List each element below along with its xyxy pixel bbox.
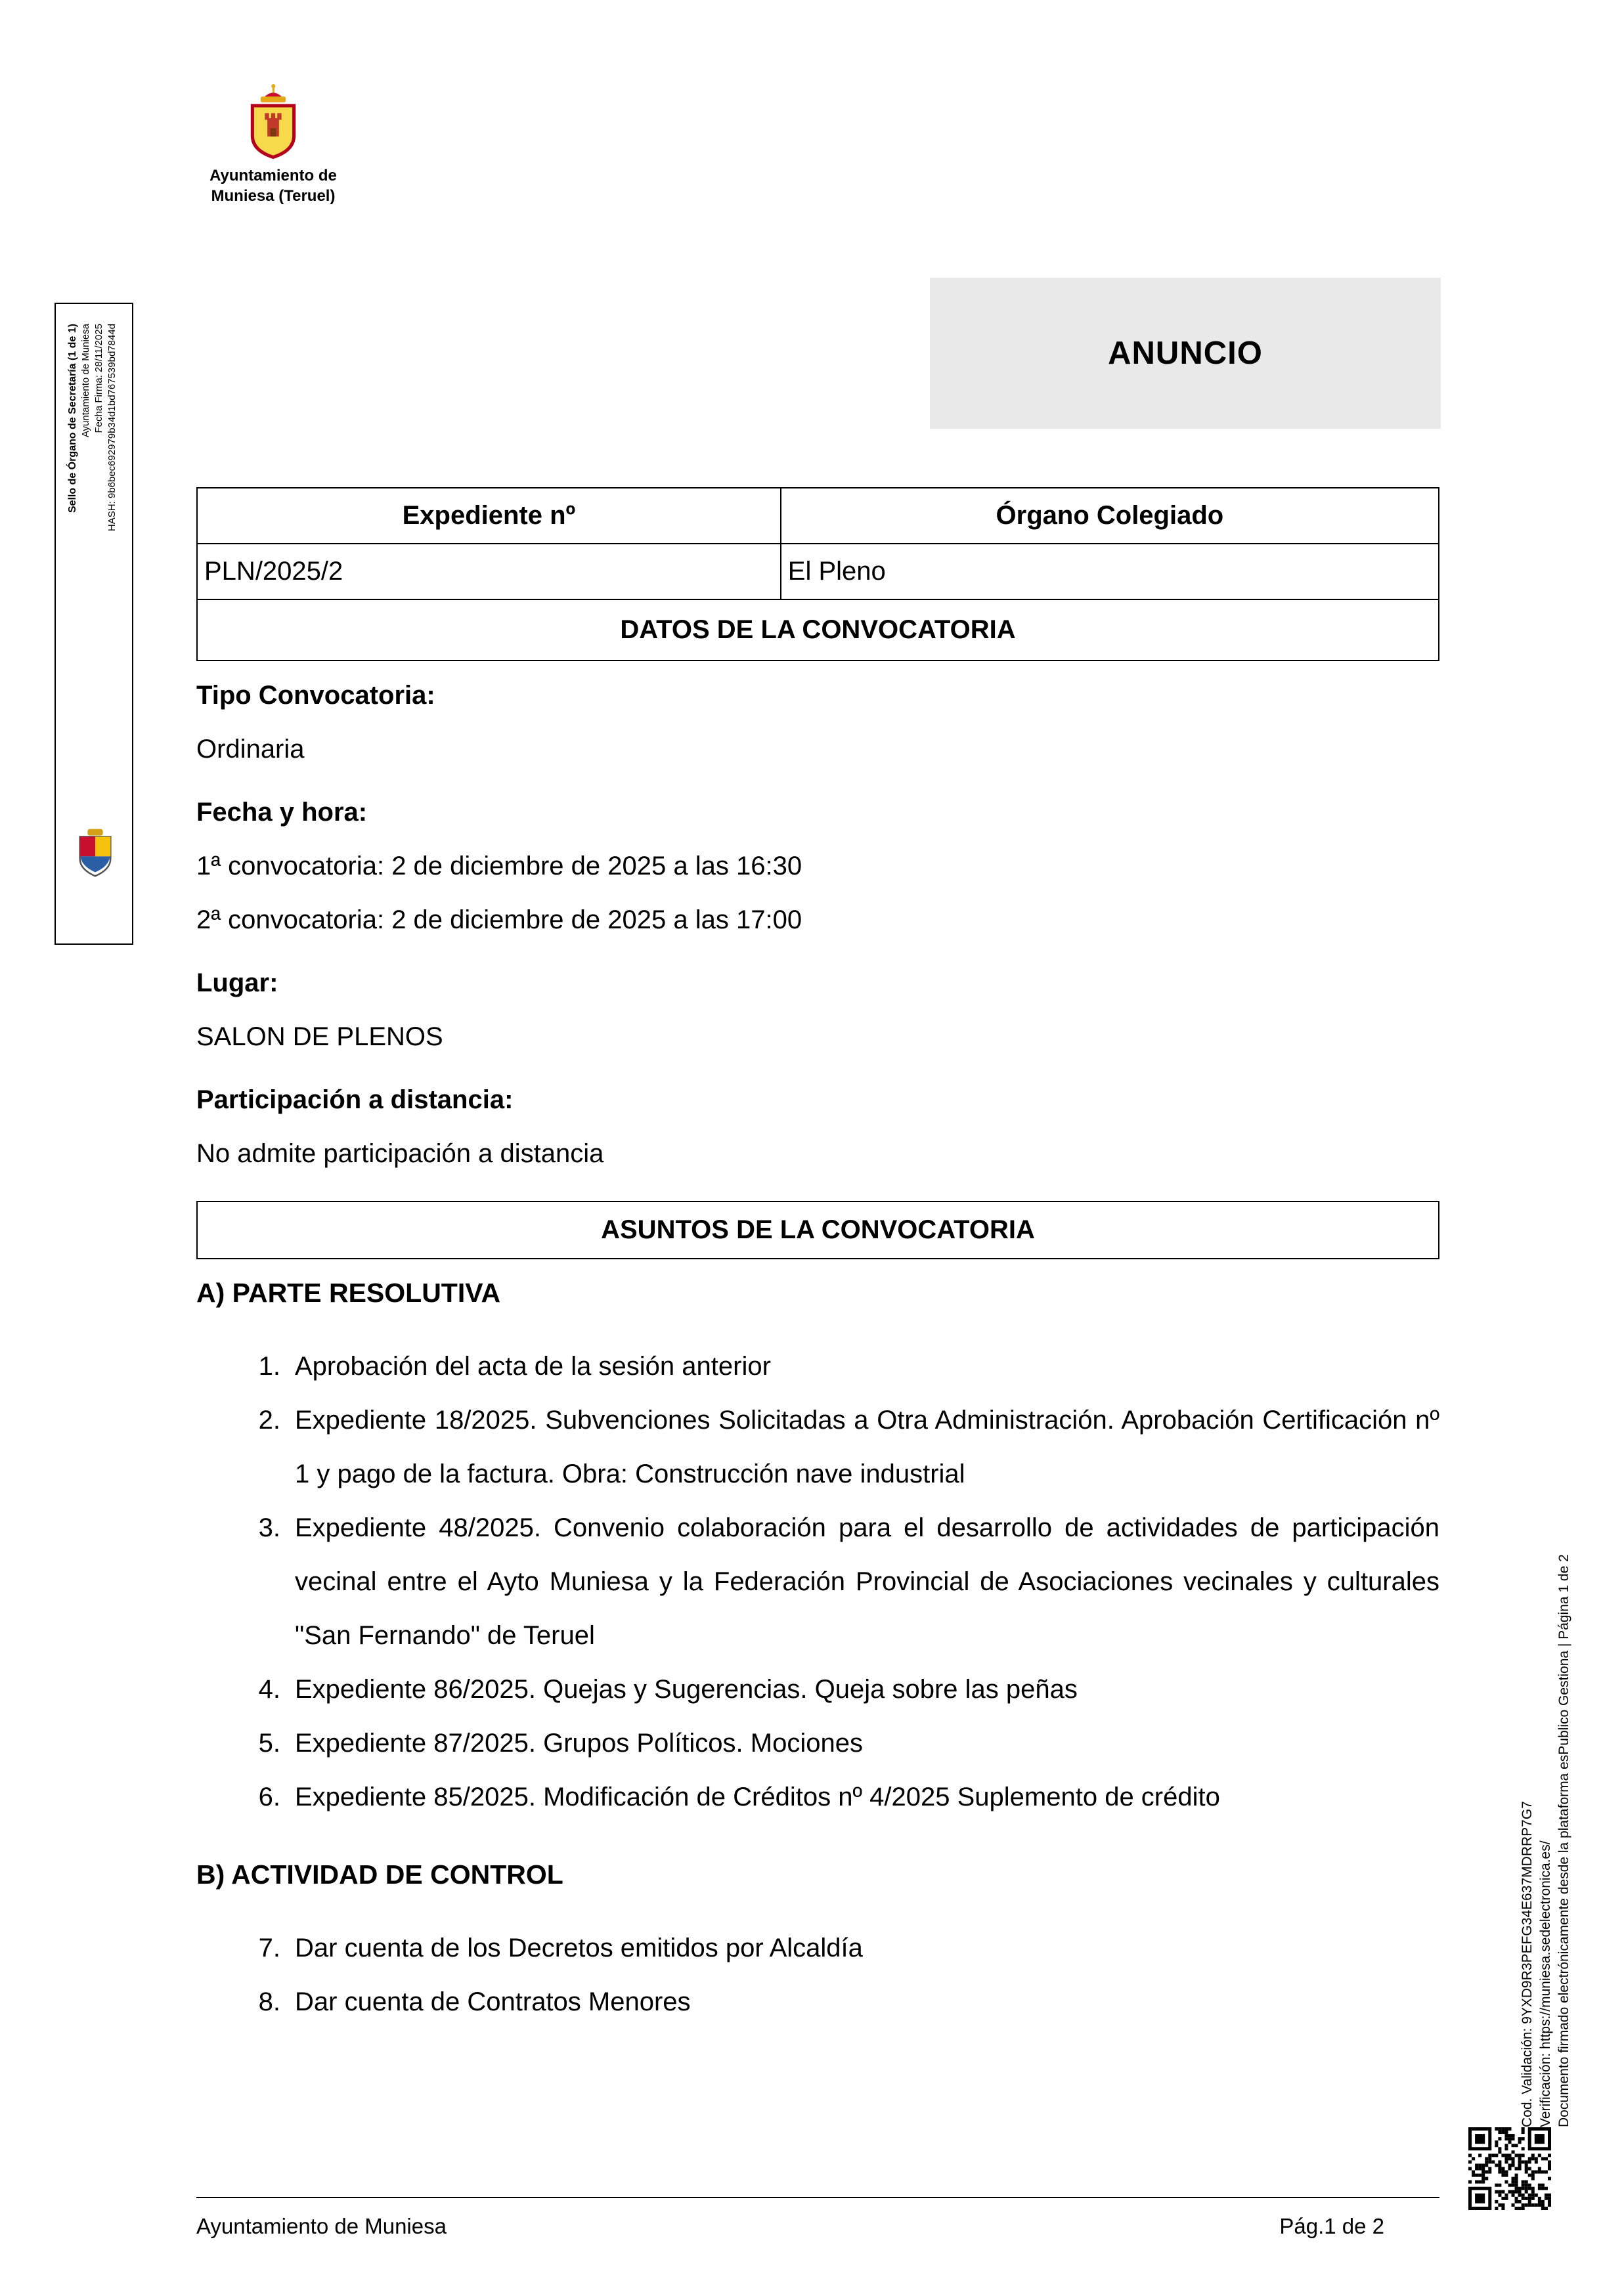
validation-code: Cod. Validación: 9YXD9R3PEFG34E637MDRRP7G7 [1520, 1801, 1535, 2127]
verification-url: Verificación: https://muniesa.sedelectronica.es/ [1538, 1840, 1553, 2127]
item-number: 7. [258, 1934, 280, 1962]
label-tipo-convocatoria: Tipo Convocatoria: [196, 681, 435, 710]
item-number: 3. [258, 1513, 280, 1542]
value-segunda-convocatoria: 2ª convocatoria: 2 de diciembre de 2025 a las 17:00 [196, 905, 802, 934]
expediente-value-cell: PLN/2025/2 [197, 544, 781, 599]
label-lugar: Lugar: [196, 968, 278, 997]
value-tipo-convocatoria: Ordinaria [196, 735, 305, 764]
municipality-logo [194, 84, 352, 206]
item-number: 5. [258, 1729, 280, 1758]
announcement-header [930, 278, 1441, 429]
value-participacion-distancia: No admite participación a distancia [196, 1139, 604, 1168]
label-participacion-distancia: Participación a distancia: [196, 1085, 514, 1114]
agenda-item [196, 1339, 1439, 1393]
value-primera-convocatoria: 1ª convocatoria: 2 de diciembre de 2025 a las 16:30 [196, 852, 802, 880]
item-number: 8. [258, 1987, 280, 2016]
agenda-list-b [196, 1921, 1439, 2029]
signature-platform-note: Documento firmado electrónicamente desde la plataforma esPublico Gestiona | Página 1 de 2 [1556, 1554, 1571, 2127]
agenda-item [196, 1662, 1439, 1716]
stamp-signature-date: Fecha Firma: 28/11/2025 [93, 324, 104, 433]
item-number: 1. [258, 1352, 280, 1381]
asuntos-title: ASUNTOS DE LA CONVOCATORIA [601, 1215, 1035, 1244]
agenda-item [196, 1393, 1439, 1501]
item-text: Expediente 86/2025. Quejas y Sugerencias. Queja sobre las peñas [295, 1675, 1078, 1704]
organo-header-cell: Órgano Colegiado [781, 488, 1439, 544]
item-text: Expediente 18/2025. Subvenciones Solicitadas a Otra Administración. Aprobación Certificación nº 1 y pago de la factura. Obra: Construcción nave industrial [295, 1406, 1439, 1488]
item-text: Expediente 48/2025. Convenio colaboración para el desarrollo de actividades de participación vecinal entre el Ayto Muniesa y la Federación Provincial de Asociaciones vecinales y culturales "San Fernando" de Teruel [295, 1513, 1439, 1650]
logo-title: Ayuntamiento de [209, 167, 337, 184]
stamp-hash: HASH: 9b6bec692979b34d1bd767539bd7844d [106, 324, 118, 532]
section-a-title: A) PARTE RESOLUTIVA [196, 1278, 501, 1308]
section-b-title: B) ACTIVIDAD DE CONTROL [196, 1859, 563, 1890]
label-fecha-y-hora: Fecha y hora: [196, 798, 368, 827]
agenda-item [196, 1975, 1439, 2029]
agenda-item [196, 1501, 1439, 1662]
item-number: 4. [258, 1675, 280, 1704]
coat-of-arms-icon [243, 84, 303, 159]
stamp-coat-of-arms-icon [73, 828, 118, 880]
expediente-table [196, 487, 1439, 661]
stamp-title: Sello de Órgano de Secretaría (1 de 1) [67, 324, 78, 513]
announcement-title: ANUNCIO [1108, 336, 1263, 371]
item-text: Expediente 85/2025. Modificación de Créditos nº 4/2025 Suplemento de crédito [295, 1783, 1220, 1811]
agenda-item [196, 1770, 1439, 1824]
qr-code [1468, 2127, 1551, 2210]
stamp-entity: Ayuntamiento de Muniesa [80, 324, 91, 438]
agenda-list-a [196, 1339, 1439, 1824]
stamp-vertical-text [66, 324, 119, 915]
item-text: Dar cuenta de los Decretos emitidos por Alcaldía [295, 1934, 863, 1962]
organo-value-cell: El Pleno [781, 544, 1439, 599]
datos-convocatoria-header: DATOS DE LA CONVOCATORIA [197, 599, 1439, 661]
signature-stamp-box [55, 303, 133, 945]
page-footer [196, 2197, 1439, 2239]
validation-margin-text [1518, 1405, 1573, 2127]
item-text: Aprobación del acta de la sesión anterior [295, 1352, 771, 1381]
asuntos-section-header [196, 1201, 1439, 1259]
item-text: Dar cuenta de Contratos Menores [295, 1987, 691, 2016]
item-number: 2. [258, 1406, 280, 1435]
footer-page-number: Pág.1 de 2 [1279, 2214, 1384, 2238]
agenda-item [196, 1921, 1439, 1975]
logo-subtitle: Muniesa (Teruel) [211, 187, 336, 205]
agenda-item [196, 1716, 1439, 1770]
value-lugar: SALON DE PLENOS [196, 1022, 443, 1051]
main-content [196, 487, 1439, 2029]
item-number: 6. [258, 1783, 280, 1811]
expediente-header-cell: Expediente nº [197, 488, 781, 544]
item-text: Expediente 87/2025. Grupos Políticos. Mociones [295, 1729, 863, 1758]
footer-entity: Ayuntamiento de Muniesa [196, 2214, 447, 2238]
